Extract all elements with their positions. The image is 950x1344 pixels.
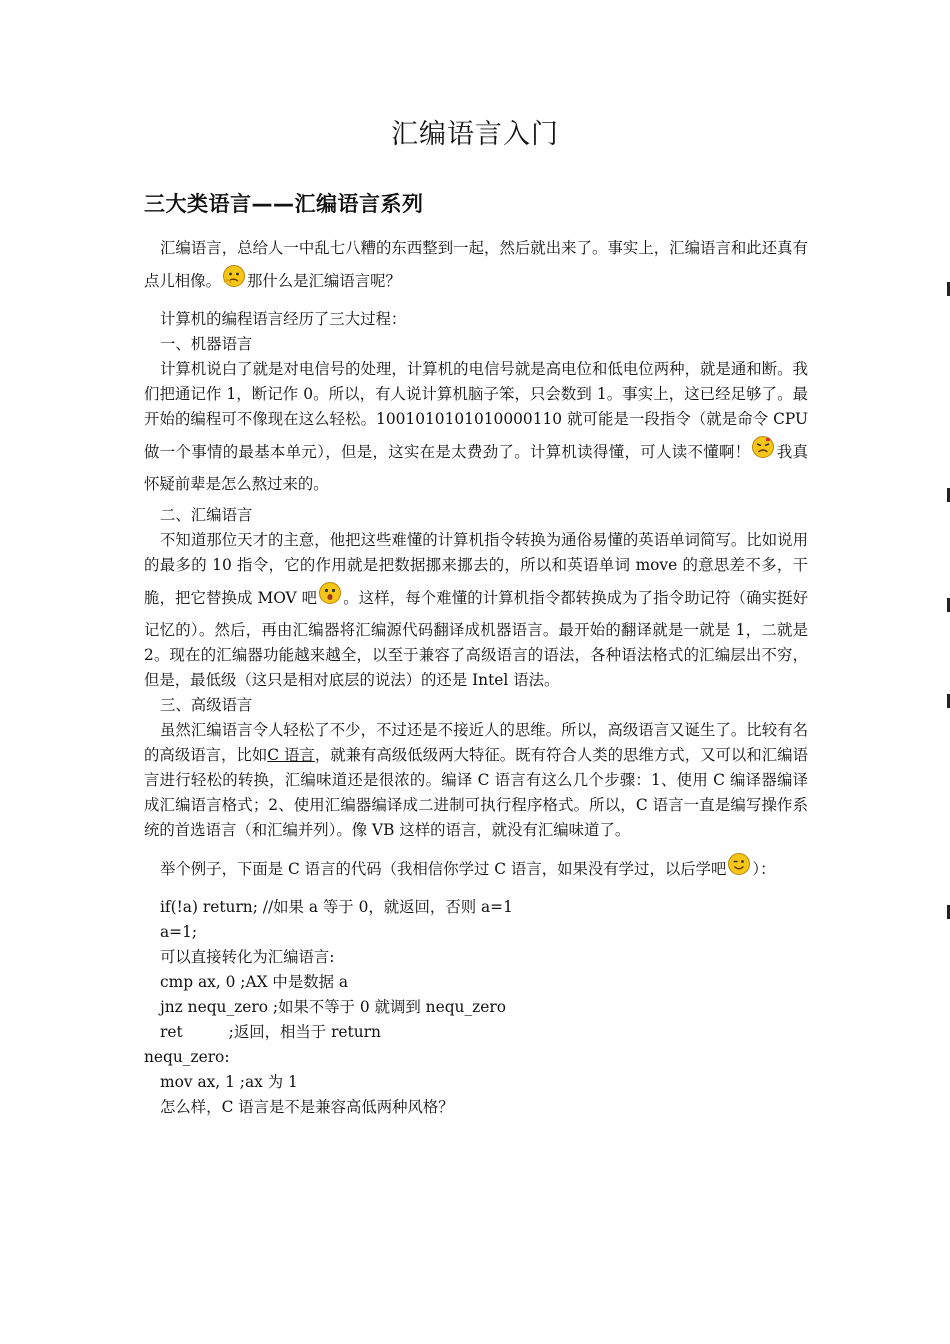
thinking-face-icon [222, 264, 246, 288]
document-body [144, 236, 808, 1120]
code-line-3: 可以直接转化为汇编语言: [160, 948, 335, 966]
machine-heading: 一、机器语言 [160, 335, 253, 353]
document-title: 汇编语言入门 [391, 119, 559, 150]
code-line-5: jnz nequ_zero ;如果不等于 0 就调到 nequ_zero [160, 998, 506, 1016]
code-line-6: ret ;返回，相当于 return [160, 1023, 381, 1041]
assembly-heading: 二、汇编语言 [160, 506, 253, 524]
code-line-4: cmp ax, 0 ;AX 中是数据 a [160, 973, 349, 991]
code-line-1: if(!a) return; //如果 a 等于 0，就返回，否则 a=1 [160, 898, 513, 916]
code-line-8: mov ax, 1 ;ax 为 1 [160, 1073, 298, 1091]
high-level-heading: 三、高级语言 [160, 696, 253, 714]
intro-paragraph-2: 计算机的编程语言经历了三大过程： [160, 310, 407, 328]
c-language-link[interactable]: C 语言 [267, 746, 315, 764]
code-line-2: a=1; [160, 923, 198, 941]
intro-paragraph: 汇编语言，总给人一中乱七八糟的东西整到一起，然后就出来了。事实上，汇编语言和此还真有点儿相像。 那什么是汇编语言呢？ [144, 239, 808, 290]
frustrated-face-icon [751, 435, 775, 459]
section-heading: 三大类语言——汇编语言系列 [144, 192, 424, 216]
machine-paragraph: 计算机说白了就是对电信号的处理，计算机的电信号就是高电位和低电位两种，就是通和断。我们把通记作 1，断记作 0。所以，有人说计算机脑子笨，只会数到 1。事实上，这已经足够了。最开始的编程可不像现在这么轻松。1001010101010000110 就可能是一段指令（就是命令 CPU 做一个事情的最基本单元），但是，这实在是太费劲了。计算机读得懂，可人读不懂啊！ 我真怀疑前辈是怎么熬过来的。 [144, 360, 808, 493]
surprised-face-icon [318, 581, 342, 605]
example-paragraph: 举个例子，下面是 C 语言的代码（我相信你学过 C 语言，如果没有学过，以后学吧 ）： [144, 849, 808, 889]
code-line-9: 怎么样，C 语言是不是兼容高低两种风格？ [160, 1098, 454, 1116]
winking-face-icon [727, 852, 751, 876]
high-level-paragraph: 虽然汇编语言令人轻松了不少，不过还是不接近人的思维。所以，高级语言又诞生了。比较有名的高级语言，比如C 语言，就兼有高级低级两大特征。既有符合人类的思维方式，又可以和汇编语言进行轻松的转换，汇编味道还是很浓的。编译 C 语言有这么几个步骤：1、使用 C 编译器编译成汇编语言格式；2、使用汇编器编译成二进制可执行程序格式。所以，C 语言一直是编写操作系统的首选语言（和汇编并列）。像 VB 这样的语言，就没有汇编味道了。 [144, 721, 808, 839]
assembly-paragraph: 不知道那位天才的主意，他把这些难懂的计算机指令转换为通俗易懂的英语单词简写。比如说用的最多的 10 指令，它的作用就是把数据挪来挪去的，所以和英语单词 move 的意思差不多，干脆，把它替换成 MOV 吧 。这样，每个难懂的计算机指令都转换成为了指令助记符（确实挺好记忆的）。然后，再由汇编器将汇编源代码翻译成机器语言。最开始的翻译就是一就是 1，二就是 2。现在的汇编器功能越来越全，以至于兼容了高级语言的语法，各种语法格式的汇编层出不穷，但是，最低级（这只是相对底层的说法）的还是 Intel 语法。 [144, 531, 808, 689]
code-label: nequ_zero: [144, 1048, 230, 1066]
